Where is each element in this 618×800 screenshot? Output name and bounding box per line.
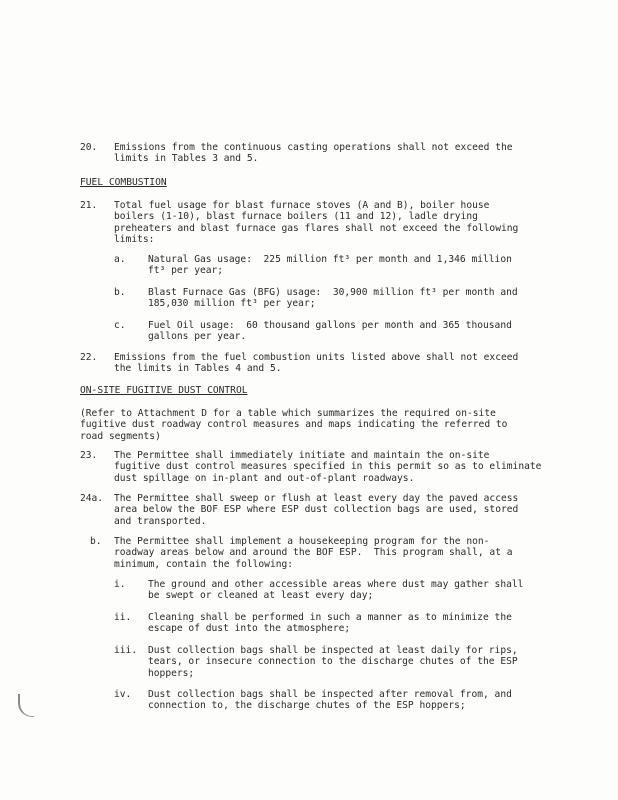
- text-line: dust spillage on in-plant and out-of-plant roadways.: [114, 472, 415, 484]
- item-number: 22.: [80, 352, 98, 363]
- item-number: 23.: [80, 450, 98, 461]
- text-line: connection to, the discharge chutes of the ESP hoppers;: [148, 700, 466, 712]
- item-text: [148, 579, 523, 602]
- text-line: boilers (1-10), blast furnace boilers (11 and 12), ladle drying: [114, 211, 478, 223]
- item-text: [148, 645, 518, 679]
- item-text: [148, 320, 512, 343]
- item-text: [148, 612, 512, 635]
- item-text: [114, 142, 513, 165]
- item-number: 24a.: [80, 493, 104, 504]
- text-line: (Refer to Attachment D for a table which summarizes the required on-site: [80, 408, 496, 419]
- text-line: The Permittee shall sweep or flush at least every day the paved access: [114, 493, 519, 504]
- text-line: The ground and other accessible areas where dust may gather shall: [148, 579, 524, 590]
- text-line: road segments): [80, 430, 161, 442]
- binder-hole-mark: [18, 694, 34, 717]
- text-line: gallons per year.: [148, 331, 247, 343]
- item-number: 21.: [80, 200, 98, 211]
- item-number: b.: [114, 287, 126, 298]
- text-line: area below the BOF ESP where ESP dust collection bags are used, stored: [114, 504, 519, 516]
- text-line: Total fuel usage for blast furnace stoves (A and B), boiler house: [114, 200, 490, 211]
- item-text: [114, 200, 518, 246]
- item-number: ii.: [114, 612, 132, 623]
- item-text: [148, 689, 512, 712]
- item-number: i.: [114, 579, 126, 590]
- text-line: limits:: [114, 234, 155, 246]
- text-line: hoppers;: [148, 667, 195, 679]
- text-line: fugitive dust roadway control measures and maps indicating the referred to: [80, 419, 508, 431]
- text-line: Blast Furnace Gas (BFG) usage: 30,900 million ft³ per month and: [148, 287, 518, 298]
- text-line: Emissions from the fuel combustion units listed above shall not exceed: [114, 352, 519, 363]
- item-number: iii.: [114, 645, 138, 656]
- text-line: Dust collection bags shall be inspected at least daily for rips,: [148, 645, 518, 656]
- text-line: be swept or cleaned at least every day;: [148, 590, 374, 602]
- reference-note: [80, 408, 507, 442]
- item-number: iv.: [114, 689, 132, 700]
- item-number: 20.: [80, 142, 98, 153]
- item-number: a.: [114, 254, 126, 265]
- item-text: [114, 536, 513, 570]
- text-line: Dust collection bags shall be inspected after removal from, and: [148, 689, 512, 700]
- text-line: 185,030 million ft³ per year;: [148, 298, 316, 310]
- item-text: [148, 254, 512, 277]
- text-line: and transported.: [114, 515, 207, 527]
- text-line: escape of dust into the atmosphere;: [148, 623, 351, 635]
- item-text: [114, 450, 541, 484]
- text-line: the limits in Tables 4 and 5.: [114, 363, 282, 375]
- text-line: Cleaning shall be performed in such a manner as to minimize the: [148, 612, 512, 623]
- text-line: minimum, contain the following:: [114, 558, 294, 570]
- text-line: roadway areas below and around the BOF ESP. This program shall, at a: [114, 547, 513, 559]
- item-text: [114, 352, 518, 375]
- text-line: Emissions from the continuous casting operations shall not exceed the: [114, 142, 513, 153]
- item-number: c.: [114, 320, 126, 331]
- section-heading-fuel-combustion: FUEL COMBUSTION: [80, 177, 167, 188]
- section-heading-fugitive-dust: ON-SITE FUGITIVE DUST CONTROL: [80, 385, 248, 396]
- item-number: b.: [90, 536, 102, 547]
- text-line: The Permittee shall implement a housekeeping program for the non-: [114, 536, 490, 547]
- item-text: [148, 287, 518, 310]
- text-line: tears, or insecure connection to the discharge chutes of the ESP: [148, 656, 518, 668]
- text-line: Fuel Oil usage: 60 thousand gallons per month and 365 thousand: [148, 320, 512, 331]
- text-line: limits in Tables 3 and 5.: [114, 153, 259, 165]
- text-line: preheaters and blast furnace gas flares shall not exceed the following: [114, 222, 519, 234]
- text-line: ft³ per year;: [148, 265, 224, 277]
- item-text: [114, 493, 518, 527]
- text-line: The Permittee shall immediately initiate and maintain the on-site: [114, 450, 490, 461]
- text-line: fugitive dust control measures specified in this permit so as to eliminate: [114, 461, 542, 473]
- text-line: Natural Gas usage: 225 million ft³ per month and 1,346 million: [148, 254, 512, 265]
